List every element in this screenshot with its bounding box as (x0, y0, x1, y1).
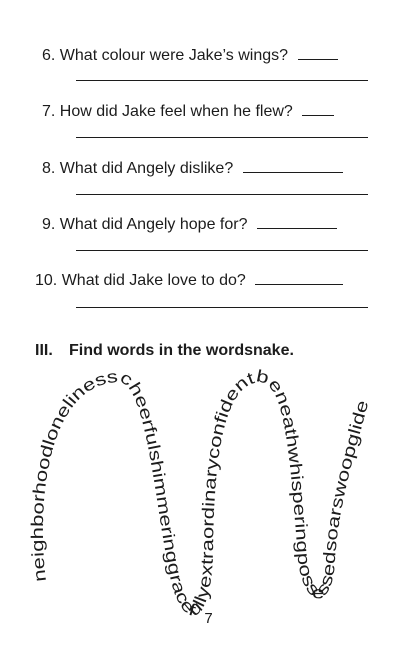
wordsnake-letters: neighborhoodlonelinesscheerfulshimmeringgracefullyextraordinaryconfidentbeneathwhisperingpossessedsoarswoopglide (27, 366, 372, 620)
question-text: What did Angely hope for? (59, 216, 248, 233)
question-text: How did Jake feel when he flew? (59, 103, 293, 120)
question-number: 8. (42, 160, 56, 177)
section-numeral: III. (35, 342, 53, 359)
question-text: What did Angely dislike? (59, 160, 234, 177)
question-number: 7. (42, 103, 56, 120)
section-title: Find words in the wordsnake. (69, 342, 294, 359)
question-number: 9. (42, 216, 56, 233)
wordsnake-text (28, 366, 372, 620)
page-number: 7 (204, 610, 213, 627)
question-number: 10. (35, 272, 58, 289)
question-number: 6. (42, 47, 56, 64)
question-text: What did Jake love to do? (61, 272, 246, 289)
question-text: What colour were Jake’s wings? (59, 47, 289, 64)
